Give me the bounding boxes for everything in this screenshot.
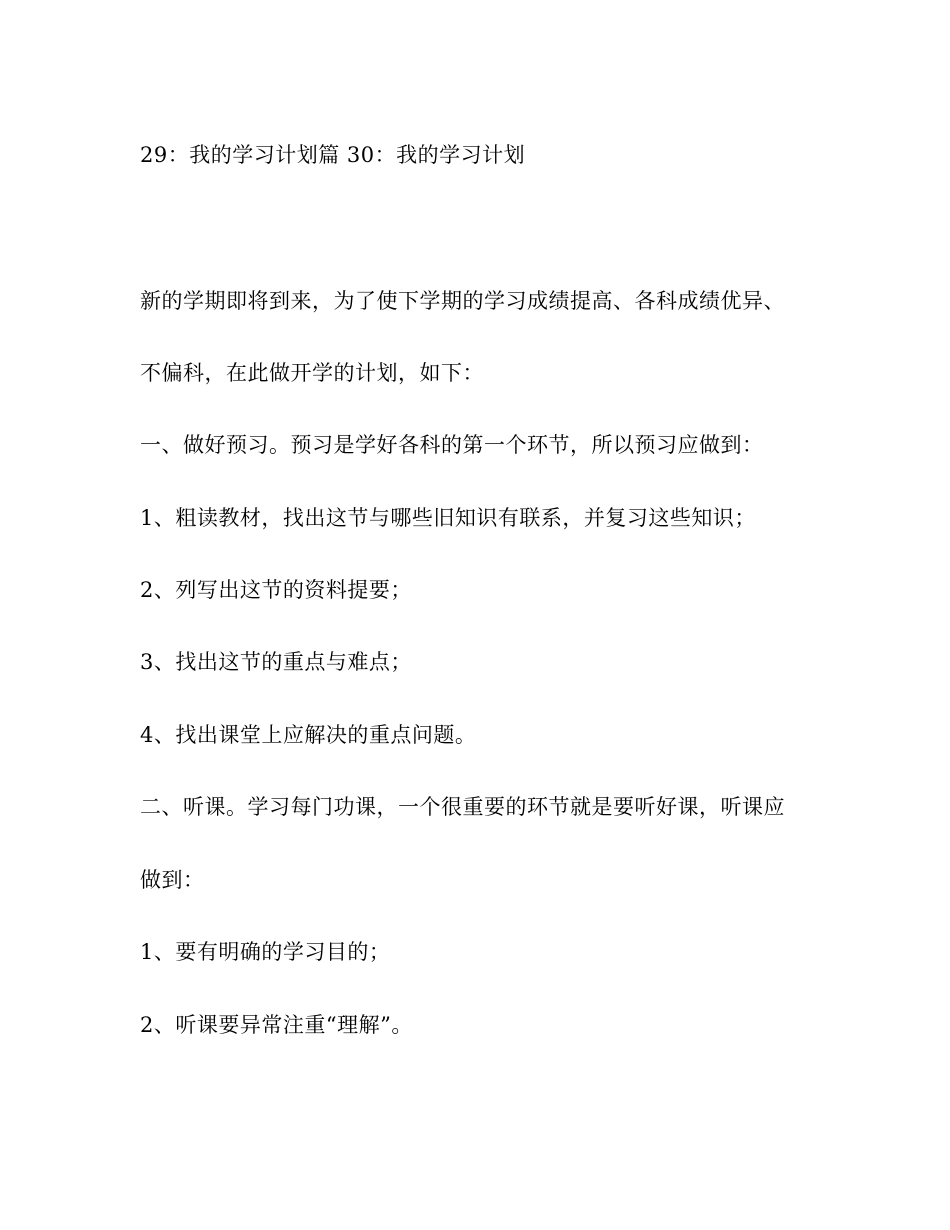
list-item: 1、要有明确的学习目的； (140, 940, 391, 964)
section-two-line: 二、听课。学习每门功课，一个很重要的环节就是要听好课，听课应 (140, 795, 785, 819)
paragraph-line: 不偏科，在此做开学的计划，如下： (140, 361, 484, 385)
list-item: 1、粗读教材，找出这节与哪些旧知识有联系，并复习这些知识； (140, 506, 756, 530)
section-one-line: 一、做好预习。预习是学好各科的第一个环节，所以预习应做到： (140, 433, 764, 457)
heading-line: 29：我的学习计划篇 30：我的学习计划 (140, 143, 526, 167)
list-item: 2、列写出这节的资料提要； (140, 578, 412, 602)
paragraph-line: 新的学期即将到来，为了使下学期的学习成绩提高、各科成绩优异、 (140, 289, 785, 313)
list-item: 3、找出这节的重点与难点； (140, 650, 412, 674)
list-item: 4、找出课堂上应解决的重点问题。 (140, 723, 477, 747)
section-two-line: 做到： (140, 868, 205, 892)
list-item: 2、听课要异常注重“理解”。 (140, 1013, 413, 1037)
